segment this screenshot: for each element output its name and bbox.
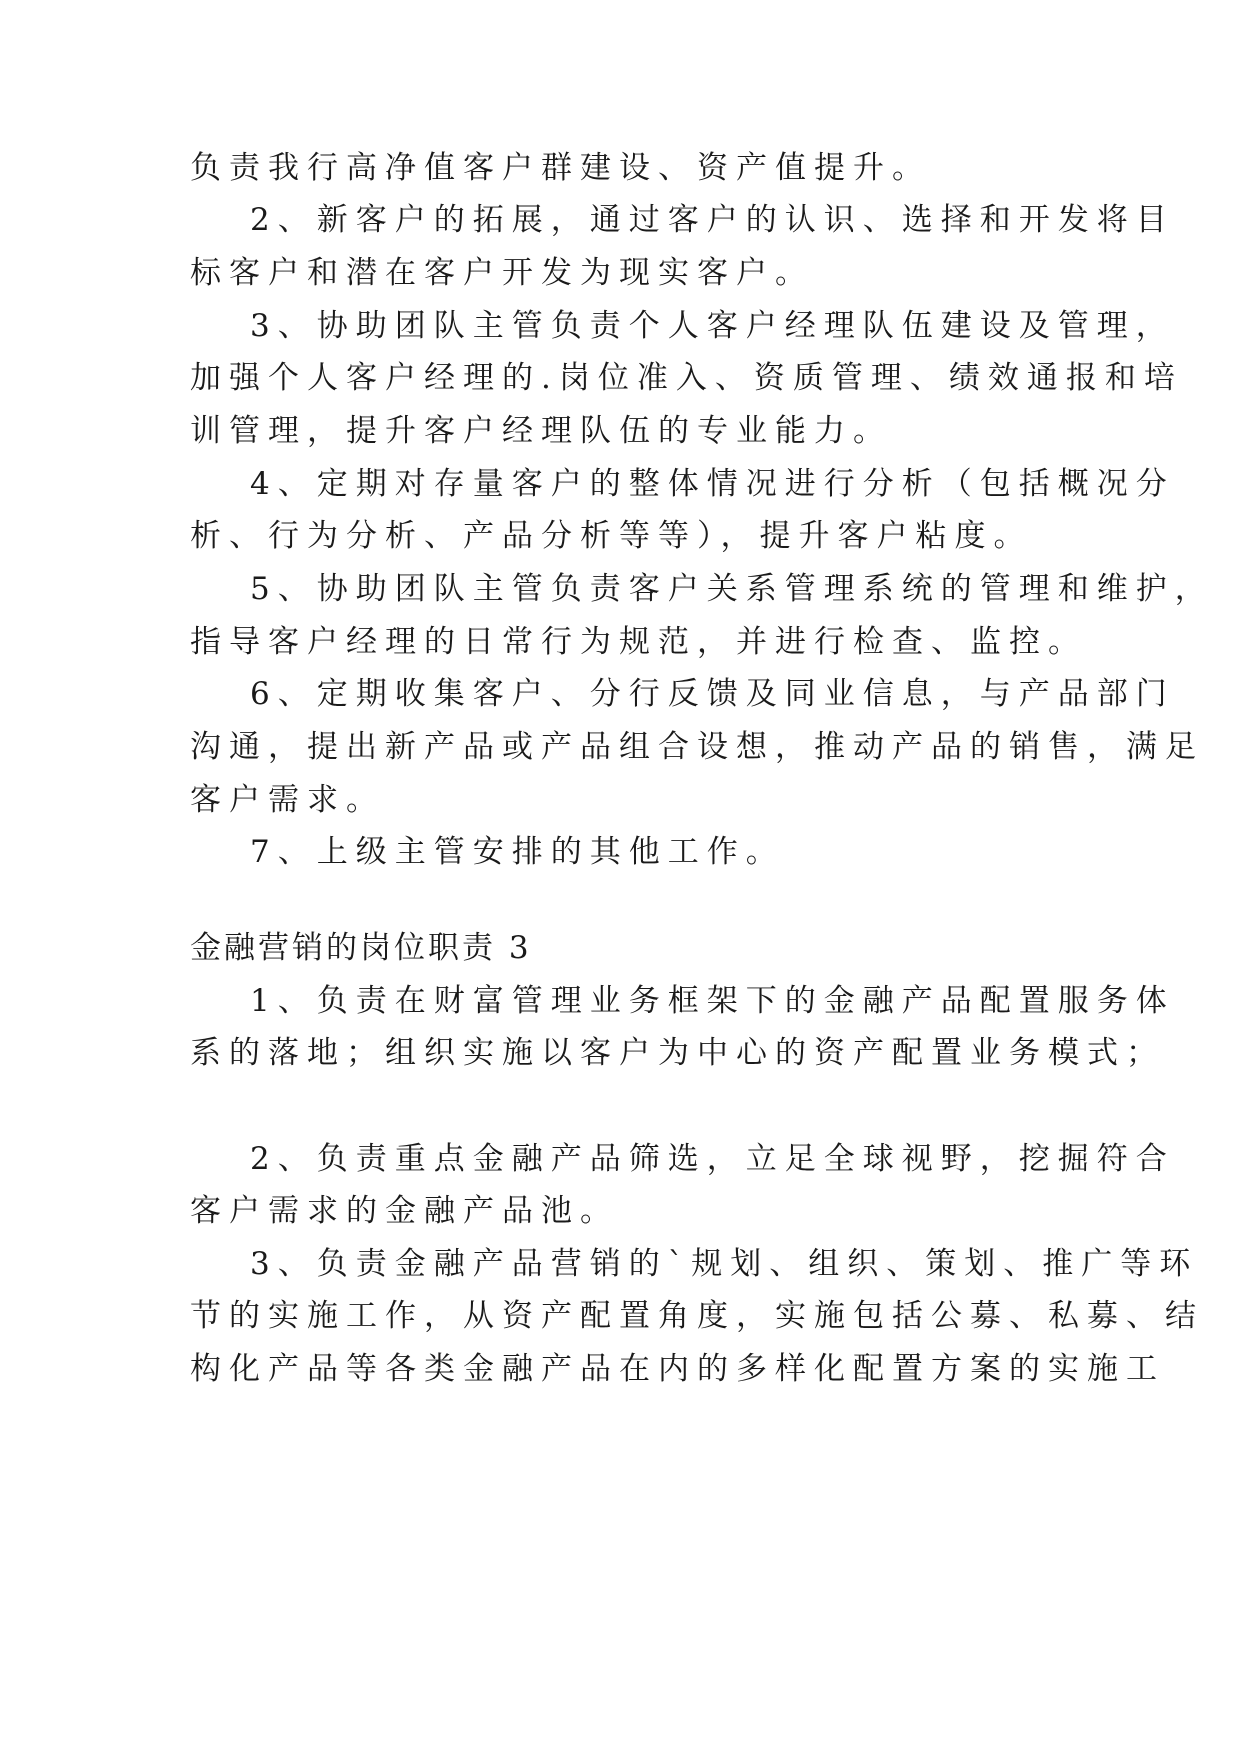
list-item-3-line-2: 加强个人客户经理的.岗位准入、资质管理、绩效通报和培 — [190, 360, 1183, 396]
list-item-5-line-1: 5、协助团队主管负责客户关系管理系统的管理和维护， — [250, 571, 1214, 607]
list-item-6-line-2: 沟通，提出新产品或产品组合设想，推动产品的销售，满足 — [190, 729, 1204, 765]
list-item-4-line-1: 4、定期对存量客户的整体情况进行分析（包括概况分 — [250, 466, 1175, 502]
section3-item-3-line-3: 构化产品等各类金融产品在内的多样化配置方案的实施工 — [190, 1351, 1165, 1387]
list-item-6-line-1: 6、定期收集客户、分行反馈及同业信息，与产品部门 — [250, 676, 1175, 712]
list-item-3-line-3: 训管理，提升客户经理队伍的专业能力。 — [190, 413, 892, 449]
section3-item-1-line-2: 系的落地；组织实施以客户为中心的资产配置业务模式； — [190, 1035, 1165, 1071]
section3-item-1-line-1: 1、负责在财富管理业务框架下的金融产品配置服务体 — [250, 983, 1175, 1019]
section3-item-2-line-2: 客户需求的金融产品池。 — [190, 1193, 619, 1229]
list-item-4-line-2: 析、行为分析、产品分析等等），提升客户粘度。 — [190, 518, 1033, 554]
list-item-7-line-1: 7、上级主管安排的其他工作。 — [250, 834, 785, 870]
section3-item-3-line-1: 3、负责金融产品营销的`规划、组织、策划、推广等环 — [250, 1246, 1199, 1282]
section3-item-2-line-1: 2、负责重点金融产品筛选，立足全球视野，挖掘符合 — [250, 1141, 1175, 1177]
list-item-6-line-3: 客户需求。 — [190, 782, 385, 818]
list-item-2-line-2: 标客户和潜在客户开发为现实客户。 — [190, 255, 814, 291]
section-heading: 金融营销的岗位职责 3 — [190, 930, 532, 966]
list-item-5-line-2: 指导客户经理的日常行为规范，并进行检查、监控。 — [190, 624, 1087, 660]
list-item-2-line-1: 2、新客户的拓展，通过客户的认识、选择和开发将目 — [250, 202, 1175, 238]
section3-item-3-line-2: 节的实施工作，从资产配置角度，实施包括公募、私募、结 — [190, 1298, 1204, 1334]
paragraph-line-1: 负责我行高净值客户群建设、资产值提升。 — [190, 150, 931, 186]
list-item-3-line-1: 3、协助团队主管负责个人客户经理队伍建设及管理， — [250, 308, 1175, 344]
